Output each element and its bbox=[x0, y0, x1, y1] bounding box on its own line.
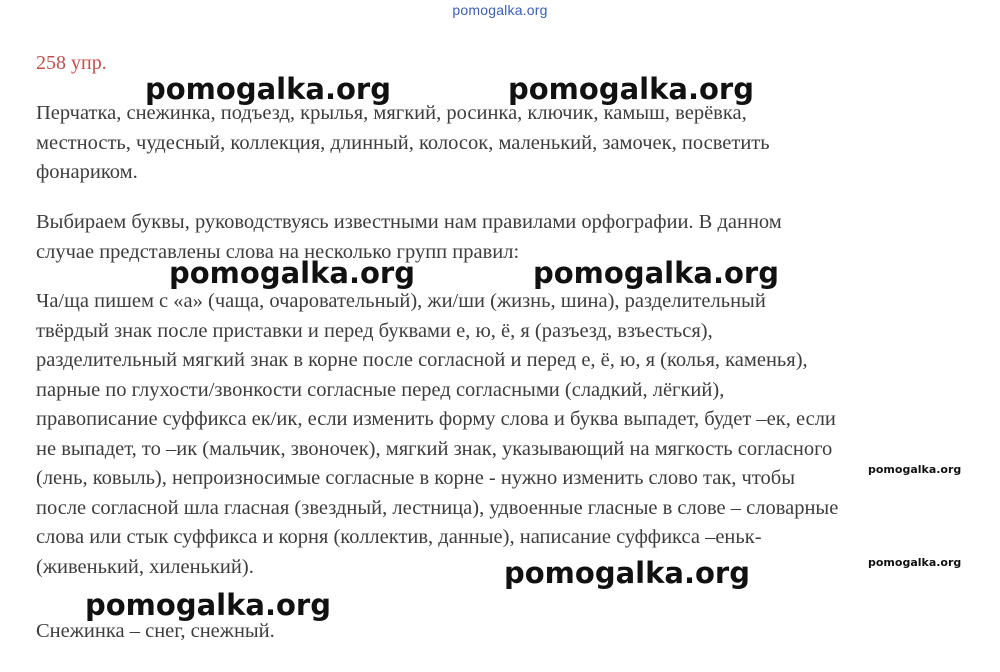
text-line: твёрдый знак после приставки и перед буквами е, ю, ё, я (разъезд, взъесться), bbox=[36, 319, 713, 342]
text-line: после согласной шла гласная (звездный, лестница), удвоенные гласные в слове – словарные bbox=[36, 496, 839, 519]
rules-paragraph bbox=[36, 287, 966, 582]
text-line: фонариком. bbox=[36, 161, 138, 183]
text-line: Ча/ща пишем с «а» (чаща, очаровательный), жи/ши (жизнь, шина), разделительный bbox=[36, 290, 766, 312]
text-line: разделительный мягкий знак в корне после согласной и перед е, ё, ю, я (колья, каменья), bbox=[36, 349, 808, 371]
text-line: не выпадет, то –ик (мальчик, звоночек), мягкий знак, указывающий на мягкость согласного bbox=[36, 437, 833, 460]
text-line: правописание суффикса ек/ик, если изменить форму слова и буква выпадет, будет –ек, если bbox=[36, 408, 836, 430]
text-line: Снежинка – снег, снежный. bbox=[36, 620, 275, 642]
watermark-text: pomogalka.org bbox=[508, 72, 754, 106]
text-line: случае представлены слова на несколько групп правил: bbox=[36, 240, 520, 263]
text-line: слова или стык суффикса и корня (коллектив, данные), написание суффикса –еньк- bbox=[36, 526, 762, 548]
watermark-text: pomogalka.org bbox=[504, 556, 750, 590]
watermark-small-text: pomogalka.org bbox=[868, 463, 962, 476]
watermark-text: pomogalka.org bbox=[169, 256, 415, 290]
text-line: Перчатка, снежинка, подъезд, крылья, мягкий, росинка, ключик, камыш, верёвка, bbox=[36, 102, 747, 124]
watermark-text: pomogalka.org bbox=[533, 256, 779, 290]
watermark-text: pomogalka.org bbox=[145, 72, 391, 106]
watermark-small-text: pomogalka.org bbox=[868, 556, 962, 569]
text-line: Выбираем буквы, руководствуясь известными нам правилами орфографии. В данном bbox=[36, 211, 782, 233]
word-list-paragraph bbox=[36, 99, 966, 188]
text-line: (живенький, хиленький). bbox=[36, 555, 254, 578]
exercise-number: 258 упр. bbox=[36, 52, 107, 74]
top-watermark-link[interactable]: pomogalka.org bbox=[452, 2, 548, 18]
text-line: парные по глухости/звонкости согласные перед согласными (сладкий, лёгкий), bbox=[36, 378, 725, 401]
watermark-text: pomogalka.org bbox=[85, 588, 331, 622]
text-line: (лень, ковыль), непроизносимые согласные в корне - нужно изменить слово так, чтобы bbox=[36, 467, 796, 489]
text-line: местность, чудесный, коллекция, длинный, колосок, маленький, замочек, посветить bbox=[36, 131, 770, 154]
